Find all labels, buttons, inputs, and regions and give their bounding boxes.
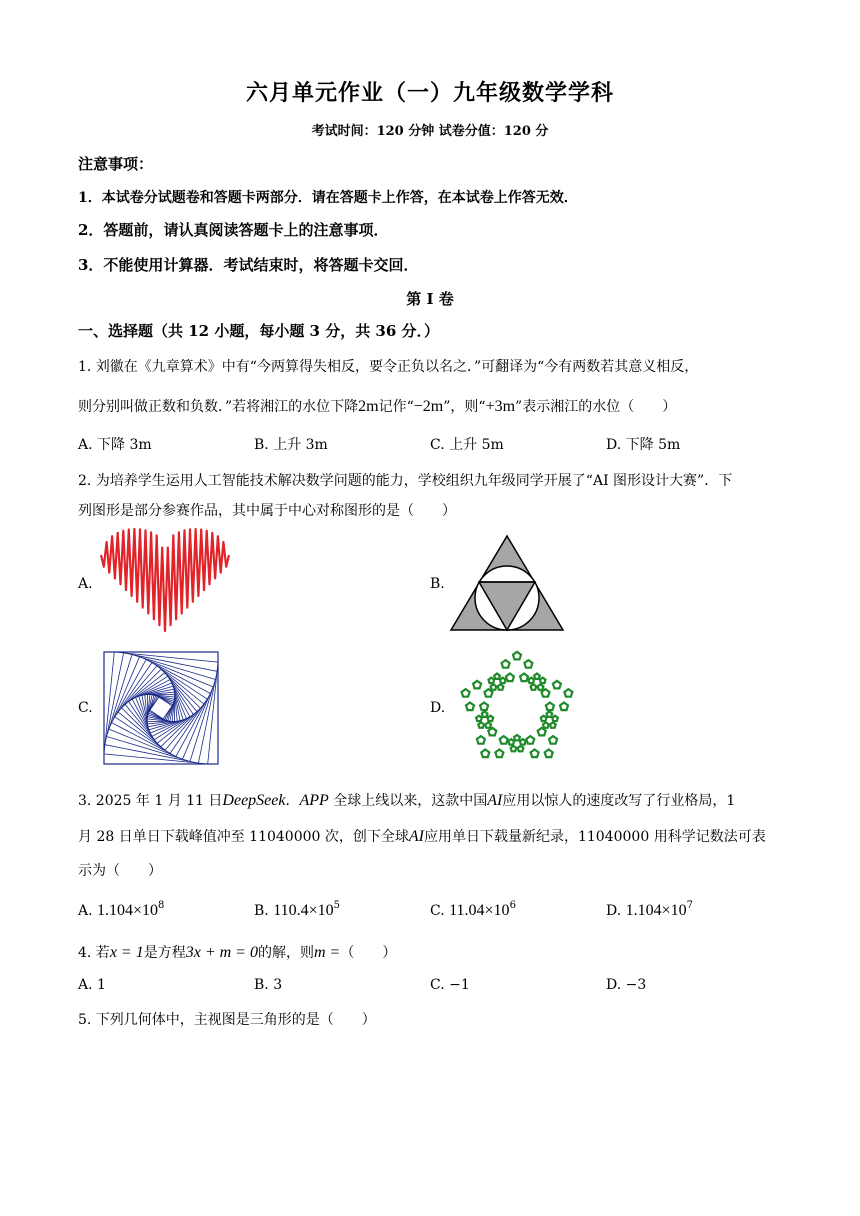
notice-item-1: 1．本试卷分试题卷和答题卡两部分．请在答题卡上作答，在本试卷上作答无效． xyxy=(78,190,578,206)
volume-label: 第 I 卷 xyxy=(406,290,454,308)
q1-option-c[interactable]: C. 上升 5m xyxy=(430,437,504,453)
fractal-pentagon xyxy=(485,722,491,727)
fractal-pentagon xyxy=(495,750,503,758)
fractal-pentagon xyxy=(538,728,546,736)
fractal-pentagon xyxy=(553,681,561,689)
q3-line2: 月 28 日单日下载峰值冲至 11040000 次，创下全球AI应用单日下载量新纪录，11040000 用科学记数法可表 xyxy=(78,828,766,845)
fractal-pentagon xyxy=(520,674,528,682)
spiral-square xyxy=(125,673,197,743)
q2-option-b-label[interactable]: B. xyxy=(430,576,445,592)
notice-heading: 注意事项： xyxy=(78,155,154,173)
q3-option-d[interactable]: D. $1.104\times 10^7$ xyxy=(606,900,694,919)
q2-option-c-label[interactable]: C. xyxy=(78,700,93,716)
fractal-pentagon xyxy=(550,722,556,727)
heart-figure[interactable] xyxy=(98,527,233,637)
fractal-pentagon xyxy=(513,652,521,660)
fractal-pentagon xyxy=(462,689,470,697)
spiral-square-figure[interactable] xyxy=(102,650,220,766)
q1-option-d[interactable]: D. 下降 5m xyxy=(606,437,681,453)
q1-line2: 则分别叫做正数和负数．”若将湘江的水位下降2m记作“−2m”，则“+3m”表示湘江的水位（ ） xyxy=(78,398,677,415)
fractal-pentagon xyxy=(526,736,534,744)
section-heading: 一、选择题（共 12 小题，每小题 3 分，共 36 分．） xyxy=(78,322,440,340)
notice-item-2: 2．答题前，请认真阅读答题卡上的注意事项． xyxy=(78,221,389,239)
exam-info: 考试时间：120 分钟 试卷分值：120 分 xyxy=(311,124,549,139)
fractal-pentagon xyxy=(488,716,494,721)
fractal-pentagon xyxy=(488,728,496,736)
q2-line2: 列图形是部分参赛作品，其中属于中心对称图形的是（ ） xyxy=(78,503,456,519)
q2-option-a-label[interactable]: A. xyxy=(78,576,93,592)
fractal-pentagon xyxy=(546,703,554,711)
fractal-pentagon xyxy=(528,678,534,684)
fractal-pentagon xyxy=(541,716,547,721)
spiral-square xyxy=(132,680,190,737)
q4-option-b[interactable]: B. 3 xyxy=(254,977,283,993)
fractal-pentagon xyxy=(543,722,549,727)
fractal-pentagon xyxy=(480,703,488,711)
fractal-pentagon xyxy=(540,678,546,684)
fractal-pentagon xyxy=(489,678,495,684)
spiral-square xyxy=(150,697,172,719)
fractal-pentagon xyxy=(491,684,497,690)
page-title: 六月单元作业（一）九年级数学学科 xyxy=(245,80,614,106)
fractal-pentagon xyxy=(508,739,514,745)
q4-option-d[interactable]: D. −3 xyxy=(606,977,647,993)
q3-line3: 示为（ ） xyxy=(78,863,162,879)
fractal-pentagon xyxy=(476,716,482,721)
q2-option-d-label[interactable]: D. xyxy=(430,700,446,716)
q4-option-a[interactable]: A. 1 xyxy=(78,977,106,993)
fractal-pentagon xyxy=(481,750,489,758)
fractal-pentagon xyxy=(552,716,558,721)
fractal-pentagon xyxy=(531,750,539,758)
fractal-pentagon xyxy=(502,660,510,668)
fractal-pentagon xyxy=(560,703,568,711)
fractal-pentagon xyxy=(511,746,517,751)
fractal-pentagon xyxy=(506,674,514,682)
spiral-square xyxy=(129,676,194,739)
notice-item-3: 3．不能使用计算器．考试结束时，将答题卡交回． xyxy=(78,256,419,274)
q1-option-b[interactable]: B. 上升 3m xyxy=(254,437,328,453)
fractal-pentagon xyxy=(500,736,508,744)
fractal-pentagon xyxy=(478,722,484,727)
q3-option-a[interactable]: A. $1.104\times 10^8$ xyxy=(78,900,165,919)
fractal-pentagon xyxy=(494,674,500,679)
q3-option-c[interactable]: C. $11.04\times 10^6$ xyxy=(430,900,516,919)
fractal-pentagon xyxy=(545,750,553,758)
fractal-pentagon xyxy=(524,660,532,668)
q4-option-c[interactable]: C. −1 xyxy=(430,977,470,993)
q5-line1: 5. 下列几何体中，主视图是三角形的是（ ） xyxy=(78,1012,376,1028)
fractal-pentagon xyxy=(473,681,481,689)
fractal-pentagon xyxy=(547,712,553,717)
fractal-pentagon xyxy=(534,674,540,679)
triangle-circle-figure[interactable] xyxy=(448,534,566,634)
pentagon-fractal-figure[interactable] xyxy=(452,644,582,768)
spiral-square xyxy=(148,695,174,721)
fractal-pentagon xyxy=(482,712,488,717)
spiral-square xyxy=(136,683,187,733)
fractal-pentagon xyxy=(549,736,557,744)
spiral-square xyxy=(109,657,213,759)
spiral-square xyxy=(112,660,211,757)
q1-line1: 1. 刘徽在《九章算术》中有“今两算得失相反，要令正负以名之．”可翻译为“今有两数若其意义相反， xyxy=(78,359,699,375)
fractal-pentagon xyxy=(466,703,474,711)
q3-line1: 3. 2025 年 1 月 11 日DeepSeek．APP 全球上线以来，这款中国AI应用以惊人的速度改写了行业格局，1 xyxy=(78,792,736,809)
q3-option-b[interactable]: B. $110.4\times 10^5$ xyxy=(254,900,341,919)
spiral-square xyxy=(118,666,204,750)
q2-line1: 2. 为培养学生运用人工智能技术解决数学问题的能力，学校组织九年级同学开展了“AI 图形设计大赛”．下 xyxy=(78,473,733,489)
fractal-pentagon xyxy=(500,678,506,684)
fractal-pentagon xyxy=(514,735,520,740)
fractal-pentagon xyxy=(538,684,544,690)
fractal-pentagon xyxy=(518,746,524,751)
fractal-pentagon xyxy=(564,689,572,697)
fractal-pentagon xyxy=(531,684,537,690)
q4-line: 4. 若x = 1是方程3x + m = 0的解，则m =（ ） xyxy=(78,944,397,961)
q1-option-a[interactable]: A. 下降 3m xyxy=(78,437,152,453)
spiral-square xyxy=(149,696,174,721)
fractal-pentagon xyxy=(520,739,526,745)
fractal-pentagon xyxy=(498,684,504,690)
fractal-pentagon xyxy=(477,736,485,744)
spiral-square xyxy=(107,655,216,762)
